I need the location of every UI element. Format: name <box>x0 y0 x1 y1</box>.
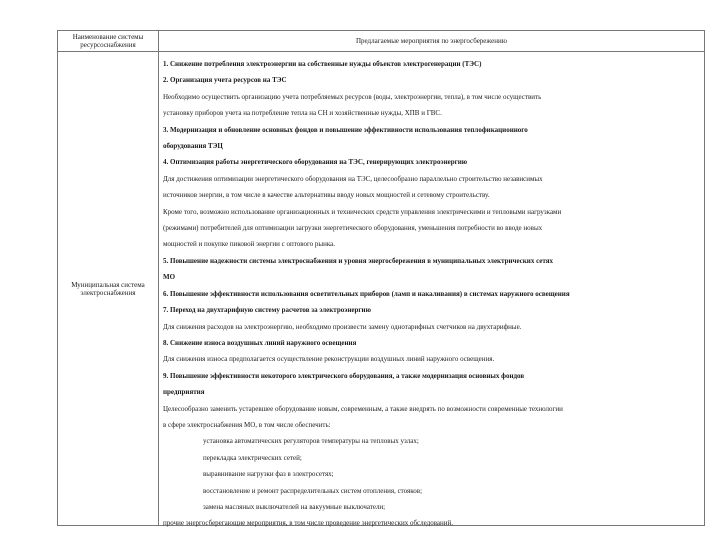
measure-text: Кроме того, возможно использование организационных и технических средств управления электрическими и тепловыми нагрузками <box>163 207 562 216</box>
measure-heading: 8. Снижение износа воздушных линий наружного освещения <box>163 338 357 347</box>
system-name-cell: Муниципальная система электроснабжения <box>71 281 145 297</box>
measure-text: (режимами) потребителей для оптимизации загрузки энергетического оборудования, уменьшения потребности во вводе новых <box>163 224 543 233</box>
measure-bullet: перекладка электрических сетей; <box>203 453 302 462</box>
measure-bullet: восстановление и ремонт распределительных систем отопления, стояков; <box>203 486 423 495</box>
measure-text: в сфере электроснабжения МО, в том числе обеспечить: <box>163 420 331 429</box>
measure-heading: 1. Снижение потребления электроэнергии на собственные нужды объектов электрогенерации (ТЭС) <box>163 60 482 68</box>
header-system-name: Наименование системы ресурсоснабжения <box>72 33 144 49</box>
measure-bullet: выравнивание нагрузки фаз в электросетях; <box>203 470 334 479</box>
measure-heading: 9. Повышение эффективности некоторого электрического оборудования, а также модернизация основных фондов <box>163 371 525 380</box>
measure-heading: 4. Оптимизация работы энергетического оборудования на ТЭС, генерирующих электроэнергию <box>163 158 468 167</box>
measures-content <box>163 56 698 532</box>
measure-text: установку приборов учета на потребление тепла на СН и хозяйственные нужды, ХПВ и ГВС. <box>163 109 442 118</box>
column-divider <box>158 31 159 525</box>
measure-heading: 5. Повышение надежности системы электроснабжения и уровня энергосбережения в муниципальных электрических сетях <box>163 256 554 265</box>
measure-text: Для снижения расходов на электроэнергию, необходимо произвести замену однотарифных счетчиков на двухтарифные. <box>163 322 522 331</box>
measure-heading: МО <box>163 273 176 282</box>
measure-text: мощностей и покупке пиковой энергии с оптового рынка. <box>163 240 336 249</box>
measure-heading: 7. Переход на двухтарифную систему расчетов за электроэнергию <box>163 306 371 315</box>
measure-bullet: замена масляных выключателей на вакуумные выключатели; <box>203 502 386 511</box>
measure-heading: оборудования ТЭЦ <box>163 142 223 151</box>
measure-heading: предприятия <box>163 388 205 397</box>
measure-text: Для снижения износа предполагается осуществление реконструкции воздушных линий наружного освещения. <box>163 355 495 364</box>
measure-heading: 2. Организация учета ресурсов на ТЭС <box>163 76 287 85</box>
measure-text: источников энергии, в том числе в качестве альтернативы вводу новых мощностей и сетевому строительству. <box>163 191 490 200</box>
measure-text: прочие энергосберегающие мероприятия, в том числе проведение энергетических обследований. <box>163 519 454 528</box>
measure-text: Для достижения оптимизации энергетического оборудования на ТЭС, целесообразно параллельно строительство независимых <box>163 174 543 183</box>
measure-text: Целесообразно заменить устаревшее оборудование новым, современным, а также внедрять по возможности современные технологии <box>163 404 563 413</box>
measure-bullet: установка автоматических регуляторов температуры на тепловых узлах; <box>203 437 419 446</box>
measures-table <box>57 30 705 526</box>
header-divider <box>58 51 704 52</box>
measure-heading: 6. Повышение эффективности использования осветительных приборов (ламп и накаливания) в системах наружного освещения <box>163 289 570 298</box>
measure-heading: 3. Модернизация и обновление основных фондов и повышение эффективности использования теплофикационного <box>163 125 528 134</box>
measure-text: Необходимо осуществить организацию учета потребляемых ресурсов (воды, электроэнергии, тепла), в том числе осуществить <box>163 92 542 101</box>
header-measures: Предлагаемые мероприятия по энергосбережению <box>355 37 507 45</box>
